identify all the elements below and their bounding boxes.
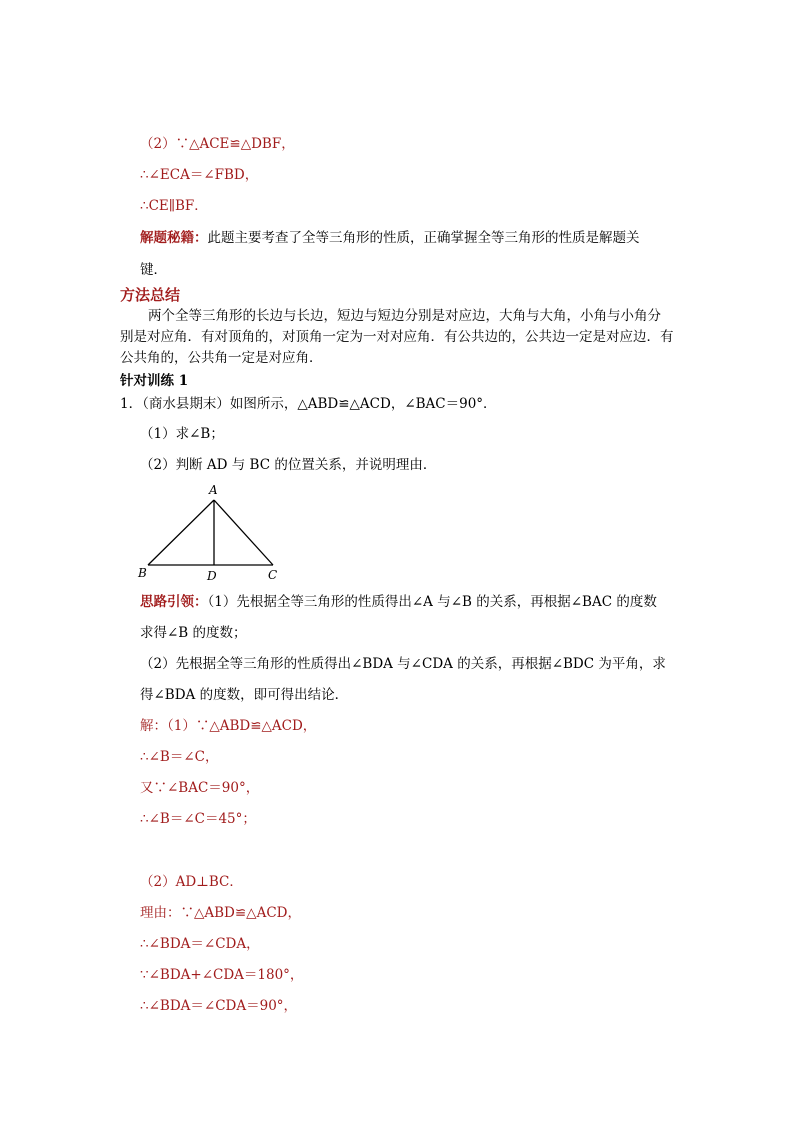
reason-label: 理由： [140,905,181,921]
answer-line: ∴∠BDA＝∠CDA＝90°， [140,998,298,1014]
answer-line: 又∵∠BAC＝90°， [140,780,260,796]
answer-text: ∵△ABD≌△ACD， [180,905,301,921]
answer-label: 解： [140,718,167,734]
question-stem [120,394,680,414]
question-text: （商水县期末）如图所示，△ABD≌△ACD，∠BAC＝90°． [142,396,497,412]
hint-line: 得∠BDA 的度数，即可得出结论． [140,687,349,703]
method-title: 方法总结 [120,286,181,304]
secret-tip-cont: 键． [140,262,167,278]
vertex-label-C: C [268,568,278,582]
side-AC [214,500,273,565]
answer-line: ∵∠BDA+∠CDA＝180°， [140,967,304,983]
question-part-2: （2）判断 AD 与 BC 的位置关系，并说明理由． [140,457,437,473]
hint-line [140,592,657,612]
answer-line: ∴∠B＝∠C＝45°； [140,811,256,827]
method-line: 别是对应角．有对顶角的，对顶角一定为一对对应角．有公共边的，公共边一定是对应边．有 [120,329,674,345]
method-line: 公共角的，公共角一定是对应角． [120,350,323,366]
vertex-label-B: B [138,566,147,580]
vertex-label-A: A [209,483,218,497]
hint-text: （1）先根据全等三角形的性质得出∠A 与∠B 的关系，再根据∠BAC 的度数 [207,594,657,610]
solution-line: （2）∵△ACE≌△DBF， [140,136,295,152]
side-AB [148,500,214,565]
answer-line [140,716,316,736]
answer-line: ∴∠B＝∠C， [140,749,219,765]
solution-line: ∴∠ECA＝∠FBD， [140,167,259,183]
hint-label: 思路引领： [140,594,208,610]
solution-line: ∴CE∥BF． [140,198,208,214]
secret-tip-label: 解题秘籍： [140,230,208,246]
vertex-label-D: D [207,569,217,583]
secret-tip [140,228,640,248]
hint-line: （2）先根据全等三角形的性质得出∠BDA 与∠CDA 的关系，再根据∠BDC 为平角，求 [140,656,666,672]
answer-line [140,903,301,923]
answer-line: ∴∠BDA＝∠CDA， [140,936,260,952]
secret-tip-text: 此题主要考查了全等三角形的性质，正确掌握全等三角形的性质是解题关 [207,230,640,246]
hint-line: 求得∠B 的度数； [140,625,247,641]
training-title: 针对训练 1 [120,373,189,389]
question-number: 1． [120,396,143,412]
triangle-figure [130,478,300,588]
answer-text: （1）∵△ABD≌△ACD， [167,718,317,734]
method-line: 两个全等三角形的长边与长边，短边与短边分别是对应边，大角与大角，小角与小角分 [148,308,661,324]
answer-line: （2）AD⊥BC． [140,874,243,890]
question-part-1: （1）求∠B； [140,426,224,442]
